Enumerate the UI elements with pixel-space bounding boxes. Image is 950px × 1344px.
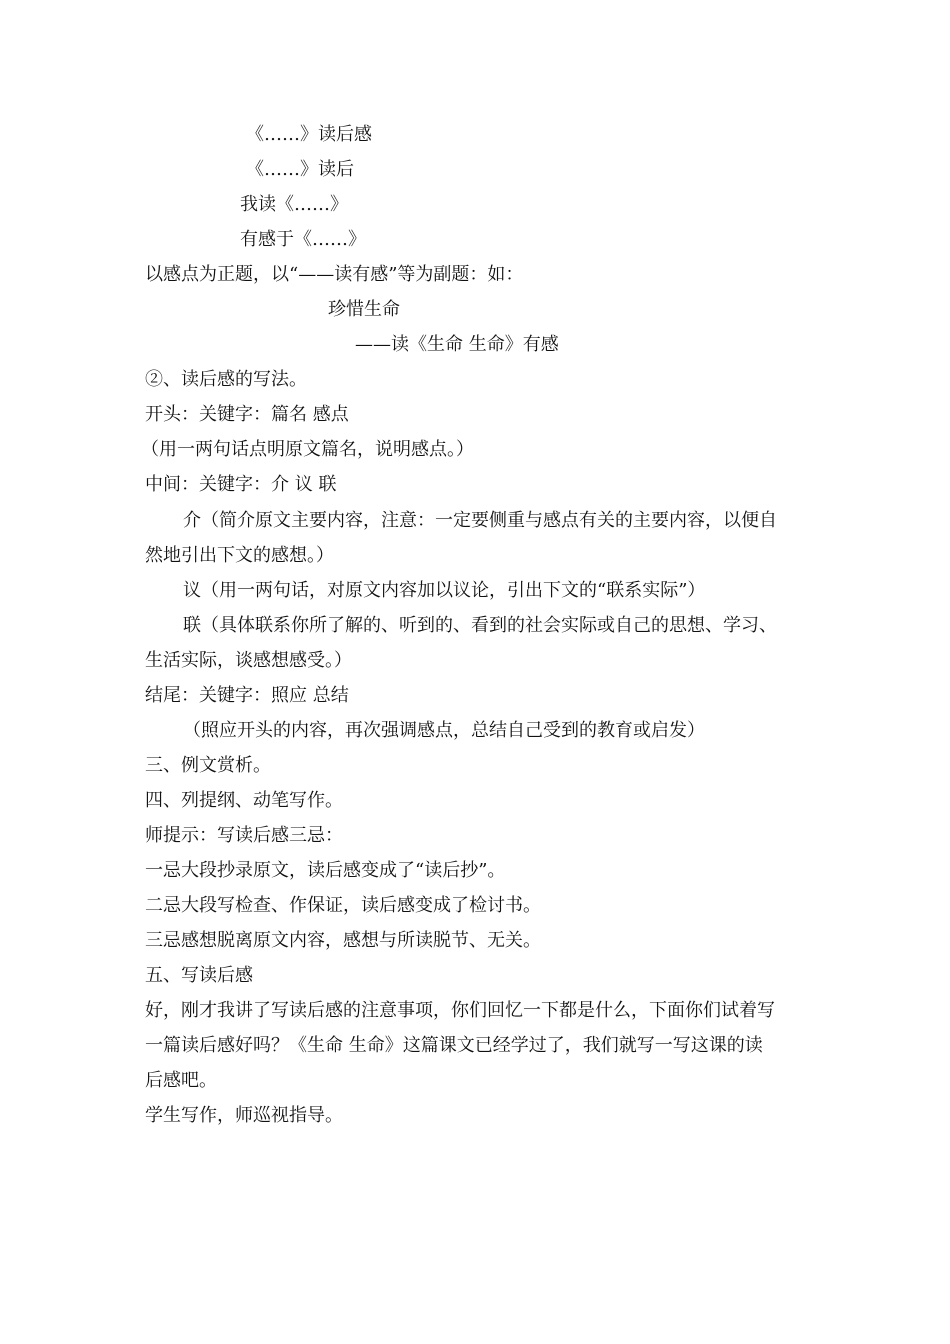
title-form-3: 我读《……》 — [240, 194, 348, 215]
method-heading: ②、读后感的写法。 — [145, 369, 307, 390]
tip-item-3: 三忌感想脱离原文内容，感想与所读脱节、无关。 — [145, 930, 541, 951]
closing-line2: 一篇读后感好吗？《生命 生命》这篇课文已经学过了，我们就写一写这课的读 — [145, 1035, 763, 1056]
middle-jie-line1: 介（简介原文主要内容，注意：一定要侧重与感点有关的主要内容，以便自 — [183, 510, 777, 531]
tip-item-1: 一忌大段抄录原文，读后感变成了“读后抄”。 — [145, 860, 506, 881]
opening-note: （用一两句话点明原文篇名，说明感点。） — [141, 439, 474, 460]
subtitle-rule: 以感点为正题，以“——读有感”等为副题：如： — [145, 264, 524, 285]
middle-yi: 议（用一两句话，对原文内容加以议论，引出下文的“联系实际”） — [183, 580, 706, 601]
tips-heading: 师提示：写读后感三忌： — [145, 825, 343, 846]
middle-lian-line1: 联（具体联系你所了解的、听到的、看到的社会实际或自己的思想、学习、 — [183, 615, 777, 636]
middle-jie-line2: 然地引出下文的感想。） — [145, 545, 334, 566]
closing-line1: 好，刚才我讲了写读后感的注意事项，你们回忆一下都是什么，下面你们试着写 — [145, 1000, 775, 1021]
final-line: 学生写作，师巡视指导。 — [145, 1105, 343, 1126]
tip-item-2: 二忌大段写检查、作保证，读后感变成了检讨书。 — [145, 895, 541, 916]
title-form-2: 《……》读后 — [246, 159, 354, 180]
section-four: 四、列提纲、动笔写作。 — [145, 790, 343, 811]
example-sub-title: ——读《生命 生命》有感 — [355, 334, 559, 355]
ending-label: 结尾：关键字：照应 总结 — [145, 685, 349, 706]
section-three: 三、例文赏析。 — [145, 755, 271, 776]
closing-line3: 后感吧。 — [145, 1070, 217, 1091]
ending-note: （照应开头的内容，再次强调感点，总结自己受到的教育或启发） — [183, 720, 705, 741]
section-five: 五、写读后感 — [145, 965, 253, 986]
example-main-title: 珍惜生命 — [328, 299, 400, 320]
middle-label: 中间：关键字：介 议 联 — [145, 474, 337, 495]
middle-lian-line2: 生活实际，谈感想感受。） — [145, 650, 352, 671]
opening-label: 开头：关键字：篇名 感点 — [145, 404, 349, 425]
title-form-1: 《……》读后感 — [246, 124, 372, 145]
title-form-4: 有感于《……》 — [240, 229, 366, 250]
